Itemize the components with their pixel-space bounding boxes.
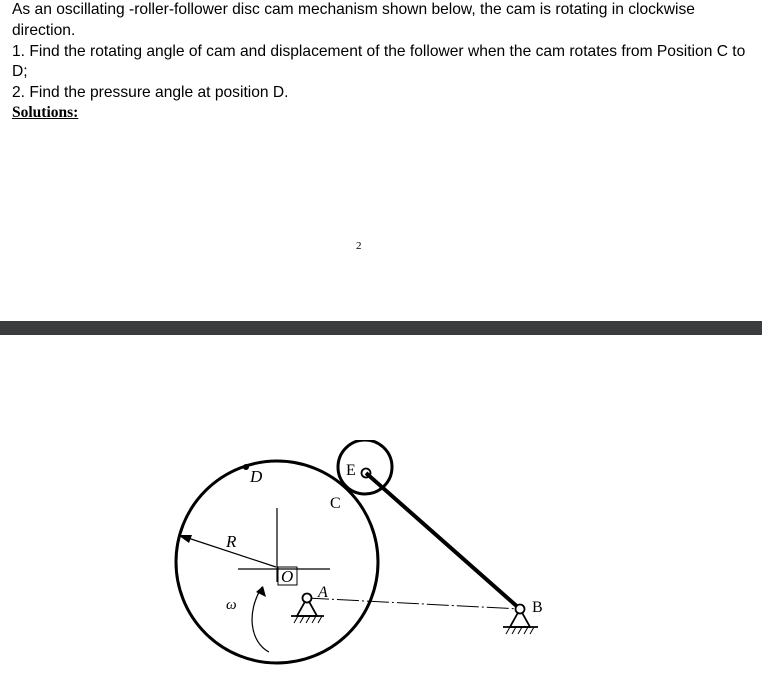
- label-d: D: [250, 467, 263, 486]
- label-omega: ω: [226, 597, 237, 613]
- problem-intro: As an oscillating -roller-follower disc cam mechanism shown below, the cam is rotating in clockwise direction.: [12, 1, 695, 39]
- solutions-heading: Solutions:: [12, 104, 79, 121]
- page-break-bar: [0, 321, 762, 335]
- rotation-arc-arrow: [252, 587, 269, 652]
- point-d-marker: [243, 464, 249, 470]
- follower-arm: [366, 473, 520, 609]
- question-1: 1. Find the rotating angle of cam and displacement of the follower when the cam rotates from Position C to D;: [12, 42, 746, 81]
- label-r: R: [226, 532, 237, 551]
- label-o: O: [281, 567, 294, 586]
- label-e: E: [346, 462, 356, 479]
- question-2: 2. Find the pressure angle at position D.: [12, 84, 289, 102]
- centerline-a-b: [307, 598, 520, 609]
- page-number: 2: [356, 240, 362, 252]
- label-a: A: [318, 584, 328, 601]
- label-c: C: [330, 495, 341, 512]
- problem-statement: [12, 0, 757, 104]
- cam-mechanism-figure: [0, 440, 762, 680]
- label-b: B: [532, 599, 543, 616]
